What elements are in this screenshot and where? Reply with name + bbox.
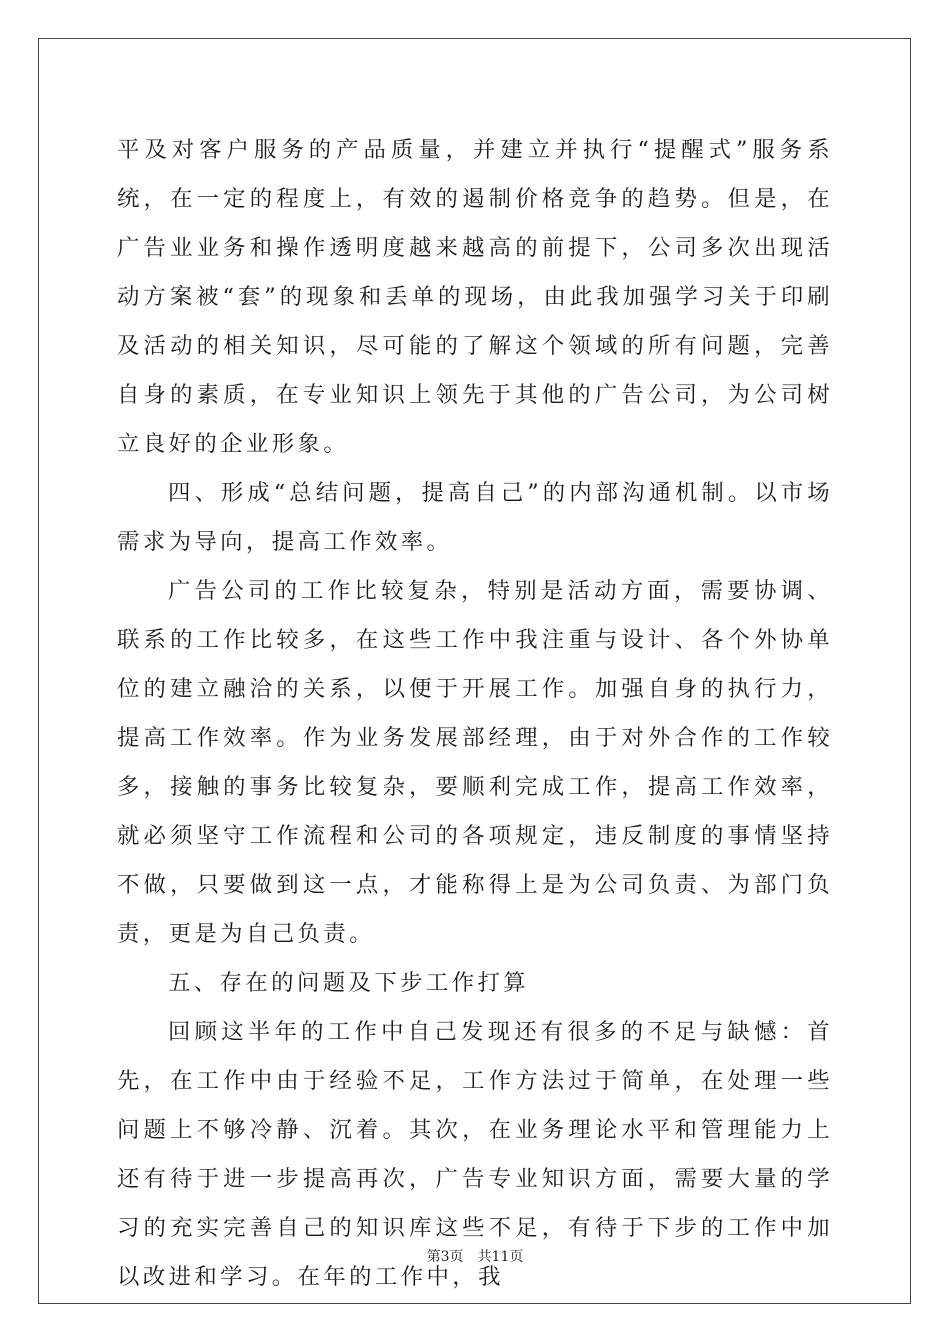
page-number: 第3页 <box>426 1249 464 1265</box>
paragraph-1: 平及对客户服务的产品质量，并建立并执行“提醒式”服务系统，在一定的程度上，有效的遏制价格竞争的趋势。但是，在广告业业务和操作透明度越来越高的前提下，公司多次出现活动方案被“套”的现象和丢单的现场，由此我加强学习关于印刷及活动的相关知识，尽可能的了解这个领域的所有问题，完善自身的素质，在专业知识上领先于其他的广告公司，为公司树立良好的企业形象。 <box>117 137 833 457</box>
paragraph-5: 回顾这半年的工作中自己发现还有很多的不足与缺憾：首先，在工作中由于经验不足，工作方法过于简单，在处理一些问题上不够冷静、沉着。其次，在业务理论水平和管理能力上还有待于进一步提高再次，广告专业知识方面，需要大量的学习的充实完善自己的知识库这些不足，有待于下步的工作中加以改进和学习。在年的工作中，我 <box>117 1019 833 1290</box>
page-footer <box>0 1247 950 1267</box>
paragraph-2-heading-four: 四、形成“总结问题，提高自己”的内部沟通机制。以市场需求为导向，提高工作效率。 <box>117 480 833 555</box>
document-body <box>117 126 833 1302</box>
paragraph-4-heading-five: 五、存在的问题及下步工作打算 <box>168 970 530 996</box>
page-total: 共11页 <box>477 1249 524 1265</box>
paragraph-3: 广告公司的工作比较复杂，特别是活动方面，需要协调、联系的工作比较多，在这些工作中我注重与设计、各个外协单位的建立融洽的关系，以便于开展工作。加强自身的执行力，提高工作效率。作为业务发展部经理，由于对外合作的工作较多，接触的事务比较复杂，要顺利完成工作，提高工作效率，就必须坚守工作流程和公司的各项规定，违反制度的事情坚持不做，只要做到这一点，才能称得上是为公司负责、为部门负责，更是为自己负责。 <box>117 578 833 947</box>
